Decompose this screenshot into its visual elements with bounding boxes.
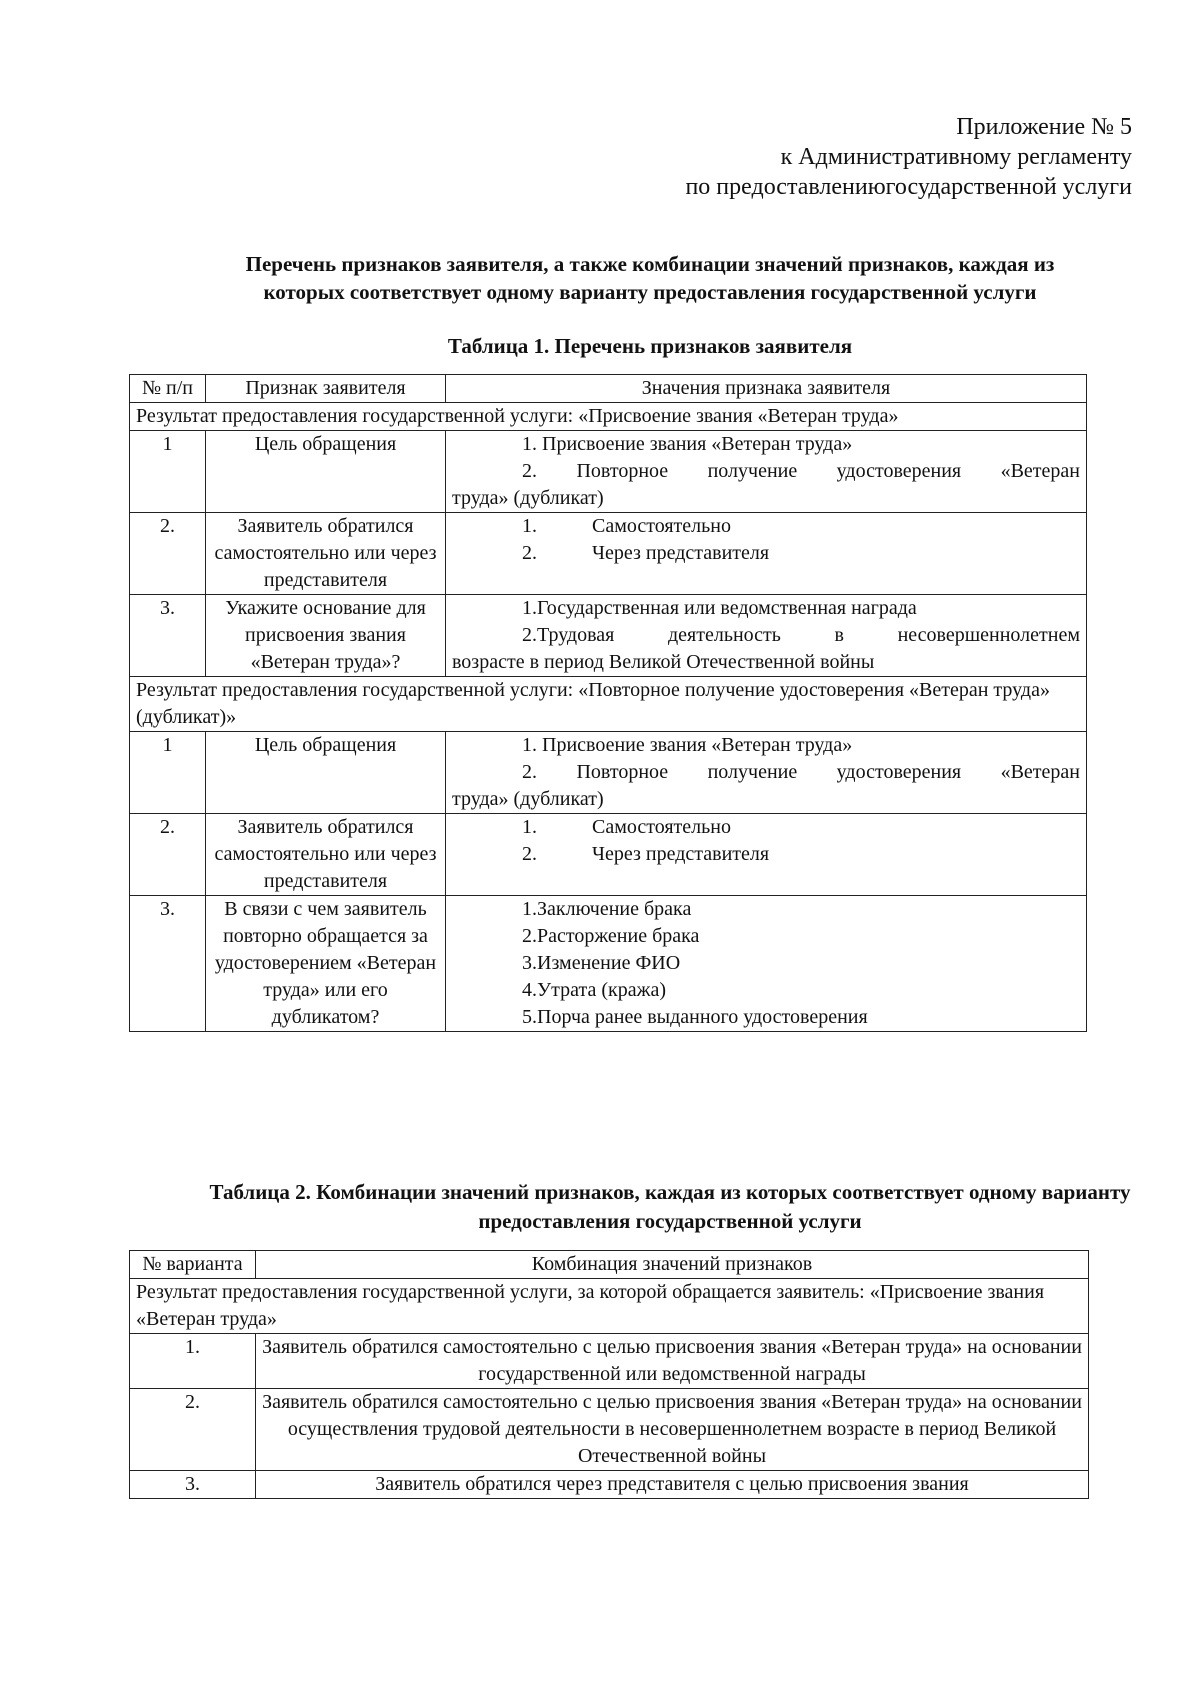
- value-line: 4.Утрата (кража): [522, 979, 666, 1001]
- row-num: 2.: [130, 513, 206, 595]
- title-line-1: Перечень признаков заявителя, а также комбинации значений признаков, каждая из: [245, 252, 1055, 276]
- section-row: [130, 677, 1087, 732]
- section-row: [130, 403, 1087, 431]
- header-feature: Признак заявителя: [206, 375, 446, 403]
- table-row: [130, 1334, 1089, 1389]
- feature-combinations-table: [129, 1250, 1089, 1499]
- table-row: [130, 732, 1087, 814]
- value-num: 1.: [522, 816, 537, 838]
- value-line: [452, 513, 1080, 540]
- row-num: 1.: [130, 1334, 256, 1389]
- row-combo: Заявитель обратился самостоятельно с целью присвоения звания «Ветеран труда» на основании государственной или ведомственной награды: [256, 1334, 1089, 1389]
- header-num: № п/п: [130, 375, 206, 403]
- title-line-2: которых соответствует одному варианту предоставления государственной услуги: [263, 280, 1037, 304]
- value-line: [452, 540, 1080, 567]
- table-row: [130, 896, 1087, 1032]
- row-feature: Заявитель обратился самостоятельно или через представителя: [206, 814, 446, 896]
- header-values: Значения признака заявителя: [446, 375, 1087, 403]
- row-values: [446, 896, 1087, 1032]
- table-row: [130, 513, 1087, 595]
- value-line: труда» (дубликат): [452, 487, 604, 509]
- value-line: 2.Расторжение брака: [522, 925, 700, 947]
- value-line: 2. Повторное получение удостоверения «Ветеран: [522, 460, 1080, 482]
- value-line: 2.Трудовая деятельность в несовершеннолетнем: [522, 624, 1080, 646]
- appendix-line-2: к Административному регламенту: [780, 144, 1132, 170]
- value-line: 1. Присвоение звания «Ветеран труда»: [522, 433, 853, 455]
- row-values: [446, 431, 1087, 513]
- row-num: 3.: [130, 896, 206, 1032]
- value-line: 1.Государственная или ведомственная награда: [522, 597, 917, 619]
- applicant-features-table: [129, 374, 1087, 1032]
- table-header-row: [130, 1251, 1089, 1279]
- value-num: 2.: [522, 843, 537, 865]
- value-text: Через представителя: [592, 542, 770, 564]
- table-header-row: [130, 375, 1087, 403]
- table-row: [130, 814, 1087, 896]
- section-title: Результат предоставления государственной услуги, за которой обращается заявитель: «Присвоение звания «Ветеран труда»: [130, 1279, 1089, 1334]
- row-num: 3.: [130, 1471, 256, 1499]
- row-feature: Укажите основание для присвоения звания «Ветеран труда»?: [206, 595, 446, 677]
- value-text: Самостоятельно: [592, 515, 731, 537]
- document-title: [150, 250, 1150, 306]
- row-num: 2.: [130, 1389, 256, 1471]
- row-feature: Заявитель обратился самостоятельно или через представителя: [206, 513, 446, 595]
- table-row: [130, 1471, 1089, 1499]
- row-feature: Цель обращения: [206, 732, 446, 814]
- table-row: [130, 595, 1087, 677]
- table1-caption: Таблица 1. Перечень признаков заявителя: [447, 334, 853, 358]
- appendix-header: [685, 112, 1132, 202]
- row-values: [446, 595, 1087, 677]
- value-line: [452, 841, 1080, 868]
- table-row: [130, 1389, 1089, 1471]
- section-title: Результат предоставления государственной услуги: «Повторное получение удостоверения «Ветеран труда» (дубликат)»: [130, 677, 1087, 732]
- row-feature: В связи с чем заявитель повторно обращается за удостоверением «Ветеран труда» или его дубликатом?: [206, 896, 446, 1032]
- section-row: [130, 1279, 1089, 1334]
- row-combo: Заявитель обратился самостоятельно с целью присвоения звания «Ветеран труда» на основании осуществления трудовой деятельности в несовершеннолетнем возрасте в период Великой Отечественной войны: [256, 1389, 1089, 1471]
- value-num: 1.: [522, 515, 537, 537]
- value-line: труда» (дубликат): [452, 788, 604, 810]
- value-line: 1. Присвоение звания «Ветеран труда»: [522, 734, 853, 756]
- appendix-line-1: Приложение № 5: [956, 114, 1132, 140]
- value-line: 1.Заключение брака: [522, 898, 692, 920]
- row-values: [446, 814, 1087, 896]
- row-feature: Цель обращения: [206, 431, 446, 513]
- row-combo: Заявитель обратился через представителя с целью присвоения звания: [256, 1471, 1089, 1499]
- value-text: Через представителя: [592, 843, 770, 865]
- table-row: [130, 431, 1087, 513]
- value-text: Самостоятельно: [592, 816, 731, 838]
- value-line: [452, 814, 1080, 841]
- row-num: 3.: [130, 595, 206, 677]
- value-line: 2. Повторное получение удостоверения «Ветеран: [522, 761, 1080, 783]
- header-combo: Комбинация значений признаков: [256, 1251, 1089, 1279]
- section-title: Результат предоставления государственной услуги: «Присвоение звания «Ветеран труда»: [130, 403, 1087, 431]
- header-num: № варианта: [130, 1251, 256, 1279]
- value-line: возрасте в период Великой Отечественной войны: [452, 651, 875, 673]
- row-values: [446, 732, 1087, 814]
- row-values: [446, 513, 1087, 595]
- appendix-line-3: по предоставлениюгосударственной услуги: [685, 174, 1132, 200]
- row-num: 1: [130, 431, 206, 513]
- value-num: 2.: [522, 542, 537, 564]
- value-line: 3.Изменение ФИО: [522, 952, 681, 974]
- row-num: 2.: [130, 814, 206, 896]
- value-line: 5.Порча ранее выданного удостоверения: [522, 1006, 868, 1028]
- table2-caption: Таблица 2. Комбинации значений признаков, каждая из которых соответствует одному варианту предоставления государственной услуги: [209, 1180, 1131, 1233]
- row-num: 1: [130, 732, 206, 814]
